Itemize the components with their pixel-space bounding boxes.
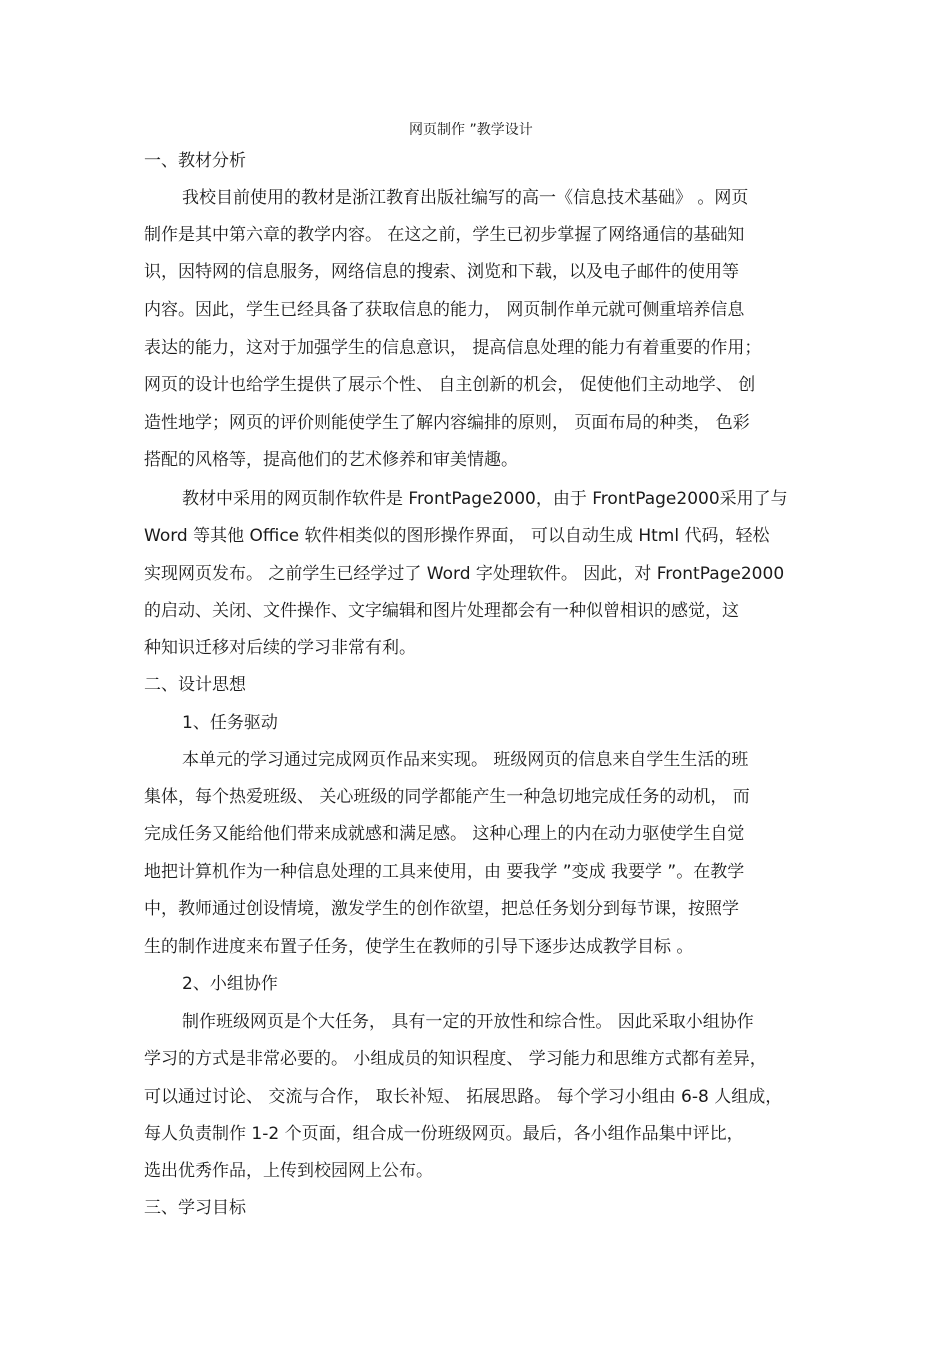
paragraph-line: Word 等其他 Office 软件相类似的图形操作界面， 可以自动生成 Html 代码，轻松 (144, 526, 770, 546)
paragraph-line: 制作是其中第六章的教学内容。 在这之前，学生已初步掌握了网络通信的基础知 (144, 225, 745, 245)
subsection-heading: 1、任务驱动 (182, 713, 278, 733)
paragraph-line: 教材中采用的网页制作软件是 FrontPage2000，由于 FrontPage2000采用了与 (182, 489, 788, 509)
section-heading: 二、设计思想 (144, 675, 246, 695)
paragraph-line: 的启动、关闭、文件操作、文字编辑和图片处理都会有一种似曾相识的感觉，这 (144, 601, 739, 621)
paragraph-line: 表达的能力，这对于加强学生的信息意识， 提高信息处理的能力有着重要的作用； (144, 338, 762, 358)
paragraph-line: 生的制作进度来布置子任务，使学生在教师的引导下逐步达成教学目标 。 (144, 937, 694, 957)
paragraph-line: 制作班级网页是个大任务， 具有一定的开放性和综合性。 因此采取小组协作 (182, 1012, 754, 1032)
paragraph-line: 完成任务又能给他们带来成就感和满足感。 这种心理上的内在动力驱使学生自觉 (144, 824, 745, 844)
section-heading: 一、教材分析 (144, 151, 246, 171)
paragraph-line: 我校目前使用的教材是浙江教育出版社编写的高一《信息技术基础》 。网页 (182, 188, 749, 208)
paragraph-line: 每人负责制作 1-2 个页面，组合成一份班级网页。最后，各小组作品集中评比， (144, 1124, 744, 1144)
paragraph-line: 实现网页发布。 之前学生已经学过了 Word 字处理软件。 因此，对 FrontPage2000 (144, 564, 785, 584)
paragraph-line: 造性地学；网页的评价则能使学生了解内容编排的原则， 页面布局的种类， 色彩 (144, 413, 750, 433)
paragraph-line: 搭配的风格等，提高他们的艺术修养和审美情趣。 (144, 450, 518, 470)
paragraph-line: 网页的设计也给学生提供了展示个性、 自主创新的机会， 促使他们主动地学、 创 (144, 375, 756, 395)
paragraph-line: 种知识迁移对后续的学习非常有利。 (144, 638, 416, 658)
paragraph-line: 集体，每个热爱班级、 关心班级的同学都能产生一种急切地完成任务的动机， 而 (144, 787, 750, 807)
paragraph-line: 地把计算机作为一种信息处理的工具来使用，由 要我学 ”变成 我要学 ”。在教学 (144, 862, 745, 882)
paragraph-line: 学习的方式是非常必要的。 小组成员的知识程度、 学习能力和思维方式都有差异， (144, 1049, 767, 1069)
paragraph-line: 可以通过讨论、 交流与合作， 取长补短、 拓展思路。 每个学习小组由 6-8 人组成， (144, 1087, 783, 1107)
paragraph-line: 选出优秀作品，上传到校园网上公布。 (144, 1161, 433, 1181)
paragraph-line: 本单元的学习通过完成网页作品来实现。 班级网页的信息来自学生生活的班 (182, 750, 749, 770)
document-title: 网页制作 ”教学设计 (409, 122, 533, 138)
paragraph-line: 识，因特网的信息服务，网络信息的搜索、浏览和下载，以及电子邮件的使用等 (144, 262, 739, 282)
paragraph-line: 中，教师通过创设情境，激发学生的创作欲望，把总任务划分到每节课，按照学 (144, 899, 739, 919)
subsection-heading: 2、小组协作 (182, 974, 278, 994)
section-heading: 三、学习目标 (144, 1198, 246, 1218)
paragraph-line: 内容。因此，学生已经具备了获取信息的能力， 网页制作单元就可侧重培养信息 (144, 300, 745, 320)
